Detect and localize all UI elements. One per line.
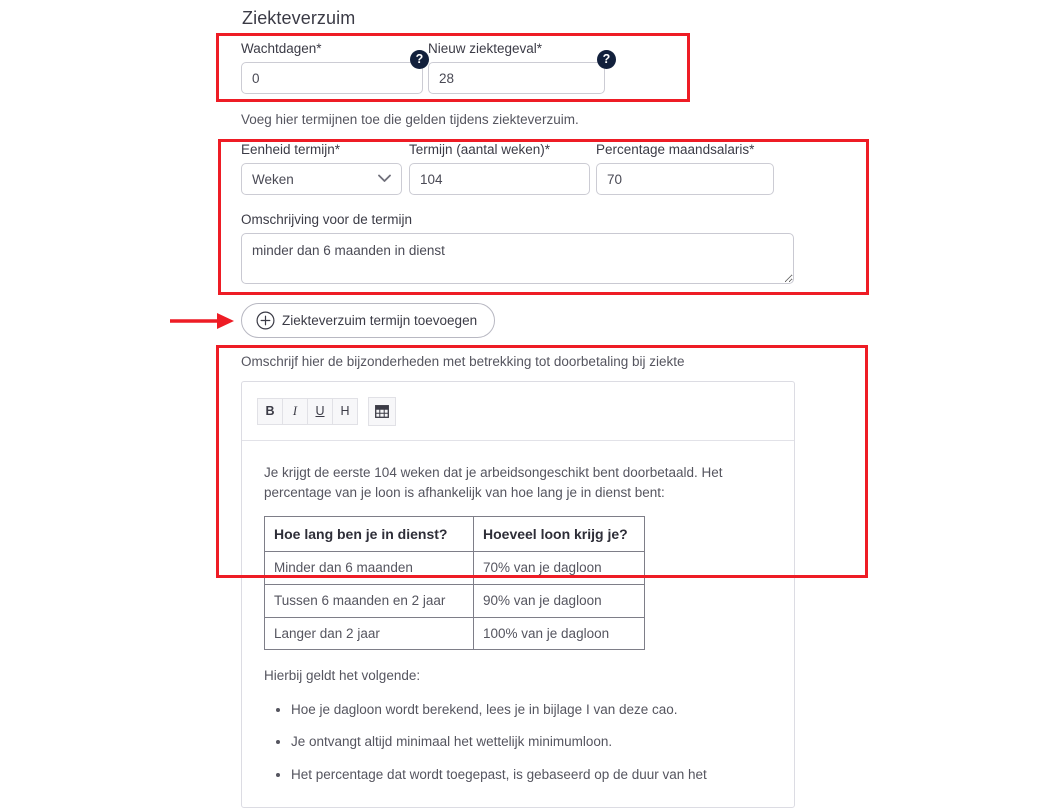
- description-label: Omschrijving voor de termijn: [241, 212, 413, 227]
- italic-button[interactable]: I: [282, 398, 308, 425]
- description-textarea[interactable]: [241, 233, 794, 284]
- list-intro: Hierbij geldt het volgende:: [264, 668, 421, 684]
- percentage-input[interactable]: [596, 163, 774, 195]
- table-icon: [375, 405, 389, 418]
- waiting-days-help-icon[interactable]: ?: [410, 50, 429, 69]
- waiting-days-input[interactable]: [241, 62, 423, 94]
- underline-button[interactable]: U: [307, 398, 333, 425]
- editor-intro-paragraph: Je krijgt de eerste 104 weken dat je arbeidsongeschikt bent doorbetaald. Het percentage van je loon is afhankelijk van hoe lang je in dienst bent:: [264, 465, 723, 500]
- rich-text-editor: [241, 381, 795, 808]
- unit-select[interactable]: [241, 163, 402, 195]
- duration-field-group: [409, 142, 590, 195]
- annotation-arrow-to-add-button: [168, 308, 238, 334]
- unit-field-group: [241, 142, 402, 195]
- editor-content[interactable]: [242, 441, 794, 807]
- percentage-field-group: [596, 142, 774, 195]
- page-title: Ziekteverzuim: [242, 8, 356, 28]
- editor-label: Omschrijf hier de bijzonderheden met betrekking tot doorbetaling bij ziekte: [241, 354, 685, 369]
- table-row: [265, 552, 645, 585]
- plus-circle-icon: [256, 311, 275, 330]
- heading-button[interactable]: H: [332, 398, 358, 425]
- waiting-days-label: Wachtdagen*: [241, 41, 322, 56]
- new-case-field-group: [428, 41, 605, 94]
- table-row: [265, 584, 645, 617]
- table-header-cell: Hoe lang ben je in dienst?: [265, 517, 474, 552]
- unit-label: Eenheid termijn*: [241, 142, 341, 157]
- table-cell: Langer dan 2 jaar: [265, 617, 474, 650]
- conditions-list: [264, 700, 772, 785]
- new-case-help-icon[interactable]: ?: [597, 50, 616, 69]
- add-sick-leave-term-button[interactable]: [241, 303, 495, 338]
- table-row: [265, 617, 645, 650]
- editor-toolbar: [242, 382, 794, 441]
- unit-select-wrap: [241, 163, 402, 195]
- table-cell: 90% van je dagloon: [474, 584, 645, 617]
- pay-duration-table: [264, 516, 645, 650]
- text-format-group: [257, 398, 358, 425]
- table-cell: 100% van je dagloon: [474, 617, 645, 650]
- bold-button[interactable]: B: [257, 398, 283, 425]
- table-cell: Minder dan 6 maanden: [265, 552, 474, 585]
- table-cell: 70% van je dagloon: [474, 552, 645, 585]
- waiting-days-field-group: [241, 41, 423, 94]
- helper-note: Voeg hier termijnen toe die gelden tijdens ziekteverzuim.: [241, 112, 579, 127]
- insert-group: [368, 397, 396, 426]
- duration-input[interactable]: [409, 163, 590, 195]
- new-case-input[interactable]: [428, 62, 605, 94]
- description-field-group: [241, 212, 794, 289]
- add-sick-leave-term-label: Ziekteverzuim termijn toevoegen: [282, 313, 478, 328]
- table-cell: Tussen 6 maanden en 2 jaar: [265, 584, 474, 617]
- table-header-cell: Hoeveel loon krijg je?: [474, 517, 645, 552]
- insert-table-button[interactable]: [368, 397, 396, 426]
- list-item: • Je ontvangt altijd minimaal het wettelijk minimumloon.: [291, 732, 772, 752]
- percentage-label: Percentage maandsalaris*: [596, 142, 755, 157]
- list-item: • Hoe je dagloon wordt berekend, lees je in bijlage I van deze cao.: [291, 700, 772, 720]
- new-case-label: Nieuw ziektegeval*: [428, 41, 543, 56]
- table-header-row: [265, 517, 645, 552]
- duration-label: Termijn (aantal weken)*: [409, 142, 551, 157]
- list-item: • Het percentage dat wordt toegepast, is gebaseerd op de duur van het: [291, 765, 772, 785]
